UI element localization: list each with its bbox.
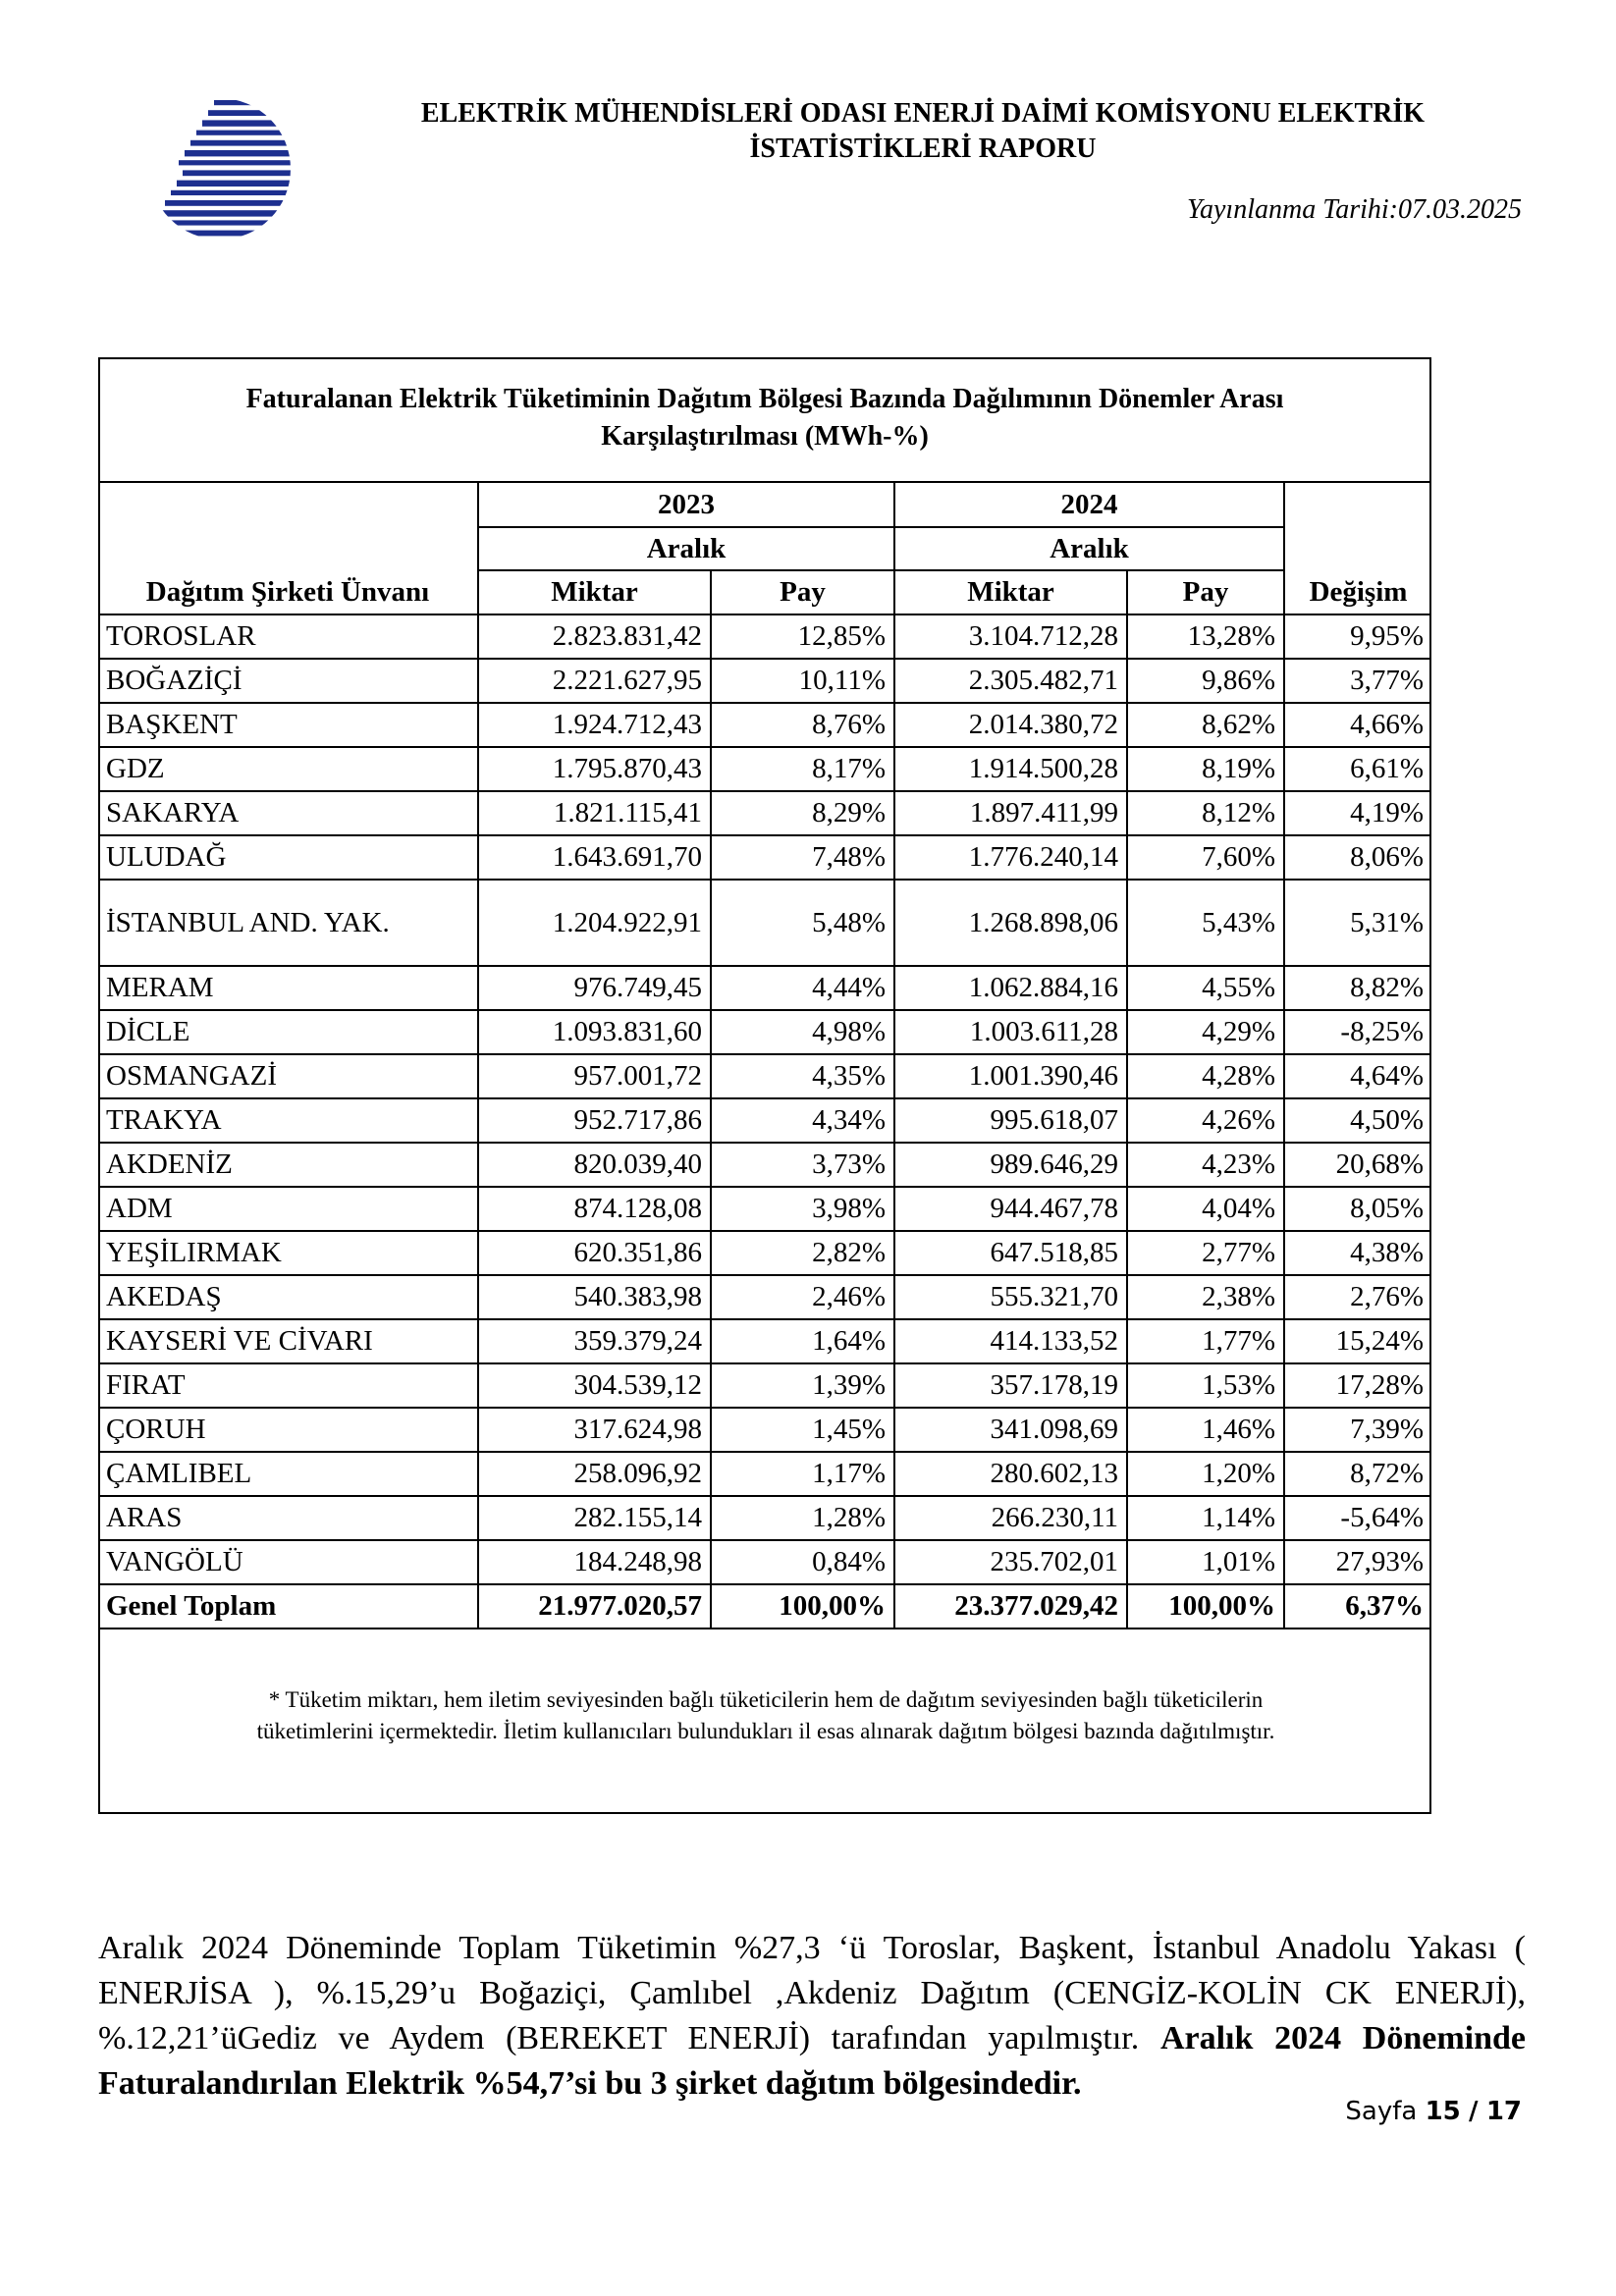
- footnote-line1: * Tüketim miktarı, hem iletim seviyesinden bağlı tüketicilerin hem de dağıtım seviyesinden bağlı tüketicilerin: [268, 1687, 1264, 1712]
- footnote-line2: tüketimlerini içermektedir. İletim kullanıcıları bulundukları il esas alınarak dağıtım bölgesi bazında dağıtılmıştır.: [256, 1719, 1275, 1743]
- cell-amount-2023: 184.248,98: [478, 1540, 711, 1584]
- logo-stripe: [159, 210, 293, 216]
- table-row: [98, 1496, 1431, 1540]
- cell-amount-2023: 1.821.115,41: [478, 791, 711, 835]
- header-year-2024: 2024: [894, 482, 1284, 527]
- table-row: [98, 1010, 1431, 1054]
- cell-change: 4,66%: [1284, 703, 1431, 747]
- summary-bold-text: Aralık 2024 Döneminde Faturalandırılan Elektrik %54,7’si bu 3 şirket dağıtım bölgesindedir.: [98, 2020, 1527, 2102]
- cell-share-2023: 4,34%: [711, 1098, 894, 1143]
- report-title: [324, 96, 1522, 167]
- cell-change: 8,72%: [1284, 1452, 1431, 1496]
- cell-amount-2024: 23.377.029,42: [894, 1584, 1127, 1629]
- cell-amount-2023: 1.204.922,91: [478, 880, 711, 966]
- table-row: [98, 1275, 1431, 1319]
- table-row: [98, 1231, 1431, 1275]
- cell-share-2023: 1,64%: [711, 1319, 894, 1363]
- header-year-2023: 2023: [478, 482, 894, 527]
- cell-company: SAKARYA: [98, 791, 478, 835]
- logo-stripe: [147, 231, 293, 237]
- cell-amount-2024: 266.230,11: [894, 1496, 1127, 1540]
- cell-share-2024: 8,62%: [1127, 703, 1284, 747]
- cell-share-2024: 2,77%: [1127, 1231, 1284, 1275]
- cell-change: 4,64%: [1284, 1054, 1431, 1098]
- page-separator: /: [1469, 2097, 1479, 2126]
- cell-amount-2024: 647.518,85: [894, 1231, 1127, 1275]
- cell-amount-2023: 2.823.831,42: [478, 614, 711, 659]
- table-row: [98, 1363, 1431, 1408]
- cell-amount-2023: 1.643.691,70: [478, 835, 711, 880]
- page-current: 15: [1425, 2097, 1461, 2126]
- cell-share-2023: 3,73%: [711, 1143, 894, 1187]
- cell-company: VANGÖLÜ: [98, 1540, 478, 1584]
- cell-amount-2023: 976.749,45: [478, 966, 711, 1010]
- table-row: [98, 1319, 1431, 1363]
- cell-company: TRAKYA: [98, 1098, 478, 1143]
- cell-change: 4,19%: [1284, 791, 1431, 835]
- table-row: [98, 1143, 1431, 1187]
- consumption-table: [98, 481, 1431, 1629]
- cell-share-2024: 4,29%: [1127, 1010, 1284, 1054]
- cell-amount-2024: 3.104.712,28: [894, 614, 1127, 659]
- col-company: Dağıtım Şirketi Ünvanı: [98, 570, 478, 614]
- cell-amount-2023: 258.096,92: [478, 1452, 711, 1496]
- header-empty-cell: [98, 527, 478, 570]
- header-row-years: [98, 482, 1431, 527]
- logo-stripe: [177, 181, 293, 187]
- cell-company: ARAS: [98, 1496, 478, 1540]
- cell-amount-2023: 282.155,14: [478, 1496, 711, 1540]
- cell-share-2024: 13,28%: [1127, 614, 1284, 659]
- table-row: [98, 703, 1431, 747]
- col-change: Değişim: [1284, 570, 1431, 614]
- cell-share-2023: 8,29%: [711, 791, 894, 835]
- col-amount-2023: Miktar: [478, 570, 711, 614]
- cell-amount-2023: 820.039,40: [478, 1143, 711, 1187]
- cell-company: İSTANBUL AND. YAK.: [98, 880, 478, 966]
- table-row: [98, 835, 1431, 880]
- cell-amount-2024: 357.178,19: [894, 1363, 1127, 1408]
- page-prefix: Sayfa: [1345, 2097, 1418, 2126]
- cell-amount-2023: 359.379,24: [478, 1319, 711, 1363]
- cell-share-2024: 4,04%: [1127, 1187, 1284, 1231]
- cell-share-2023: 12,85%: [711, 614, 894, 659]
- table-title-line2: Karşılaştırılması (MWh-%): [601, 421, 929, 452]
- cell-share-2024: 4,23%: [1127, 1143, 1284, 1187]
- cell-share-2023: 4,44%: [711, 966, 894, 1010]
- cell-amount-2023: 1.924.712,43: [478, 703, 711, 747]
- cell-share-2024: 8,12%: [1127, 791, 1284, 835]
- cell-company: Genel Toplam: [98, 1584, 478, 1629]
- summary-text: Aralık 2024 Döneminde Toplam Tüketimin %27,3 ‘ü Toroslar, Başkent, İstanbul Anadolu Yakası ( ENERJİSA ), %.15,29’u Boğaziçi, Çamlıbel ,Akdeniz Dağıtım (CENGİZ-KOLİN CK ENERJİ), %.12,21’üGediz ve Aydem (BEREKET ENERJİ) tarafından yapılmıştır.: [98, 1930, 1526, 2056]
- report-title-line2: İSTATİSTİKLERİ RAPORU: [749, 133, 1097, 164]
- cell-company: FIRAT: [98, 1363, 478, 1408]
- cell-amount-2024: 1.268.898,06: [894, 880, 1127, 966]
- cell-share-2023: 1,39%: [711, 1363, 894, 1408]
- page-total: 17: [1485, 2097, 1522, 2126]
- table-row: [98, 1187, 1431, 1231]
- cell-amount-2024: 280.602,13: [894, 1452, 1127, 1496]
- cell-amount-2024: 2.305.482,71: [894, 659, 1127, 703]
- cell-amount-2023: 304.539,12: [478, 1363, 711, 1408]
- cell-amount-2023: 952.717,86: [478, 1098, 711, 1143]
- cell-company: AKEDAŞ: [98, 1275, 478, 1319]
- table-row: [98, 659, 1431, 703]
- cell-share-2023: 0,84%: [711, 1540, 894, 1584]
- cell-amount-2023: 620.351,86: [478, 1231, 711, 1275]
- cell-company: MERAM: [98, 966, 478, 1010]
- cell-amount-2023: 1.093.831,60: [478, 1010, 711, 1054]
- cell-change: 17,28%: [1284, 1363, 1431, 1408]
- logo-stripe: [185, 150, 293, 156]
- cell-share-2024: 1,77%: [1127, 1319, 1284, 1363]
- cell-share-2023: 10,11%: [711, 659, 894, 703]
- cell-change: 2,76%: [1284, 1275, 1431, 1319]
- col-amount-2024: Miktar: [894, 570, 1127, 614]
- cell-company: GDZ: [98, 747, 478, 791]
- cell-share-2024: 1,53%: [1127, 1363, 1284, 1408]
- logo-stripe: [179, 160, 293, 165]
- cell-amount-2024: 2.014.380,72: [894, 703, 1127, 747]
- cell-share-2024: 5,43%: [1127, 880, 1284, 966]
- cell-change: 8,05%: [1284, 1187, 1431, 1231]
- cell-change: 6,61%: [1284, 747, 1431, 791]
- logo-stripe: [202, 120, 293, 126]
- col-share-2023: Pay: [711, 570, 894, 614]
- cell-share-2023: 2,46%: [711, 1275, 894, 1319]
- cell-amount-2024: 555.321,70: [894, 1275, 1127, 1319]
- cell-change: 8,06%: [1284, 835, 1431, 880]
- header-month-2024: Aralık: [894, 527, 1284, 570]
- summary-paragraph: [98, 1926, 1526, 2107]
- cell-amount-2024: 989.646,29: [894, 1143, 1127, 1187]
- page-number: [1345, 2097, 1522, 2126]
- cell-share-2024: 8,19%: [1127, 747, 1284, 791]
- cell-amount-2024: 1.001.390,46: [894, 1054, 1127, 1098]
- cell-amount-2024: 944.467,78: [894, 1187, 1127, 1231]
- logo-stripe: [153, 220, 293, 225]
- cell-company: ADM: [98, 1187, 478, 1231]
- cell-amount-2024: 1.897.411,99: [894, 791, 1127, 835]
- cell-amount-2023: 874.128,08: [478, 1187, 711, 1231]
- logo-stripe: [183, 170, 293, 176]
- cell-share-2024: 1,14%: [1127, 1496, 1284, 1540]
- cell-company: TOROSLAR: [98, 614, 478, 659]
- cell-change: 4,38%: [1284, 1231, 1431, 1275]
- cell-change: 27,93%: [1284, 1540, 1431, 1584]
- cell-amount-2024: 1.914.500,28: [894, 747, 1127, 791]
- cell-change: 3,77%: [1284, 659, 1431, 703]
- header-month-2023: Aralık: [478, 527, 894, 570]
- cell-share-2024: 4,28%: [1127, 1054, 1284, 1098]
- cell-change: 8,82%: [1284, 966, 1431, 1010]
- cell-amount-2024: 235.702,01: [894, 1540, 1127, 1584]
- cell-amount-2023: 540.383,98: [478, 1275, 711, 1319]
- cell-share-2023: 1,28%: [711, 1496, 894, 1540]
- table-title: [100, 381, 1429, 455]
- cell-amount-2024: 414.133,52: [894, 1319, 1127, 1363]
- consumption-table-frame: [98, 357, 1431, 1814]
- cell-company: AKDENİZ: [98, 1143, 478, 1187]
- logo-stripe: [171, 190, 293, 195]
- logo-stripe: [196, 131, 293, 135]
- cell-share-2023: 2,82%: [711, 1231, 894, 1275]
- cell-change: 4,50%: [1284, 1098, 1431, 1143]
- cell-share-2023: 1,17%: [711, 1452, 894, 1496]
- cell-share-2024: 7,60%: [1127, 835, 1284, 880]
- table-row: [98, 614, 1431, 659]
- cell-share-2023: 4,35%: [711, 1054, 894, 1098]
- cell-amount-2024: 341.098,69: [894, 1408, 1127, 1452]
- table-row: [98, 880, 1431, 966]
- cell-share-2023: 3,98%: [711, 1187, 894, 1231]
- cell-share-2024: 9,86%: [1127, 659, 1284, 703]
- cell-company: OSMANGAZİ: [98, 1054, 478, 1098]
- cell-share-2024: 1,20%: [1127, 1452, 1284, 1496]
- cell-share-2024: 1,46%: [1127, 1408, 1284, 1452]
- header-row-months: [98, 527, 1431, 570]
- cell-change: 20,68%: [1284, 1143, 1431, 1187]
- cell-change: 6,37%: [1284, 1584, 1431, 1629]
- cell-amount-2023: 21.977.020,57: [478, 1584, 711, 1629]
- table-row: [98, 1452, 1431, 1496]
- cell-share-2024: 4,26%: [1127, 1098, 1284, 1143]
- header-empty-cell: [98, 482, 478, 527]
- cell-share-2023: 8,17%: [711, 747, 894, 791]
- cell-amount-2024: 1.776.240,14: [894, 835, 1127, 880]
- cell-share-2024: 1,01%: [1127, 1540, 1284, 1584]
- header-row-columns: [98, 570, 1431, 614]
- cell-share-2023: 5,48%: [711, 880, 894, 966]
- cell-amount-2023: 1.795.870,43: [478, 747, 711, 791]
- cell-share-2023: 1,45%: [711, 1408, 894, 1452]
- cell-amount-2023: 317.624,98: [478, 1408, 711, 1452]
- table-row: [98, 1098, 1431, 1143]
- cell-share-2024: 4,55%: [1127, 966, 1284, 1010]
- cell-change: -8,25%: [1284, 1010, 1431, 1054]
- cell-share-2023: 4,98%: [711, 1010, 894, 1054]
- cell-amount-2024: 995.618,07: [894, 1098, 1127, 1143]
- cell-share-2023: 100,00%: [711, 1584, 894, 1629]
- emo-logo: [147, 98, 293, 240]
- cell-company: BOĞAZİÇİ: [98, 659, 478, 703]
- table-row: [98, 1054, 1431, 1098]
- cell-change: 7,39%: [1284, 1408, 1431, 1452]
- header-empty-cell-right: [1284, 482, 1431, 570]
- cell-company: ÇORUH: [98, 1408, 478, 1452]
- cell-company: YEŞİLIRMAK: [98, 1231, 478, 1275]
- table-row: [98, 966, 1431, 1010]
- report-title-line1: ELEKTRİK MÜHENDİSLERİ ODASI ENERJİ DAİMİ KOMİSYONU ELEKTRİK: [420, 98, 1426, 129]
- table-title-line1: Faturalanan Elektrik Tüketiminin Dağıtım Bölgesi Bazında Dağılımının Dönemler Arası: [245, 384, 1284, 414]
- table-footnote: [139, 1684, 1392, 1747]
- cell-amount-2023: 2.221.627,95: [478, 659, 711, 703]
- table-row: [98, 1408, 1431, 1452]
- cell-amount-2024: 1.003.611,28: [894, 1010, 1127, 1054]
- cell-change: 9,95%: [1284, 614, 1431, 659]
- cell-company: DİCLE: [98, 1010, 478, 1054]
- cell-company: ÇAMLIBEL: [98, 1452, 478, 1496]
- table-row: [98, 747, 1431, 791]
- logo-stripe: [214, 100, 293, 105]
- publication-date: Yayınlanma Tarihi:07.03.2025: [1187, 194, 1522, 225]
- logo-stripe: [208, 110, 293, 116]
- cell-change: 5,31%: [1284, 880, 1431, 966]
- logo-stripe: [165, 200, 293, 206]
- cell-company: BAŞKENT: [98, 703, 478, 747]
- cell-amount-2023: 957.001,72: [478, 1054, 711, 1098]
- total-row: [98, 1584, 1431, 1629]
- cell-company: KAYSERİ VE CİVARI: [98, 1319, 478, 1363]
- cell-share-2024: 100,00%: [1127, 1584, 1284, 1629]
- cell-change: 15,24%: [1284, 1319, 1431, 1363]
- cell-change: -5,64%: [1284, 1496, 1431, 1540]
- col-share-2024: Pay: [1127, 570, 1284, 614]
- cell-share-2023: 8,76%: [711, 703, 894, 747]
- logo-stripe: [190, 140, 293, 146]
- table-row: [98, 791, 1431, 835]
- cell-amount-2024: 1.062.884,16: [894, 966, 1127, 1010]
- table-row: [98, 1540, 1431, 1584]
- table-body: [98, 614, 1431, 1629]
- cell-company: ULUDAĞ: [98, 835, 478, 880]
- cell-share-2024: 2,38%: [1127, 1275, 1284, 1319]
- cell-share-2023: 7,48%: [711, 835, 894, 880]
